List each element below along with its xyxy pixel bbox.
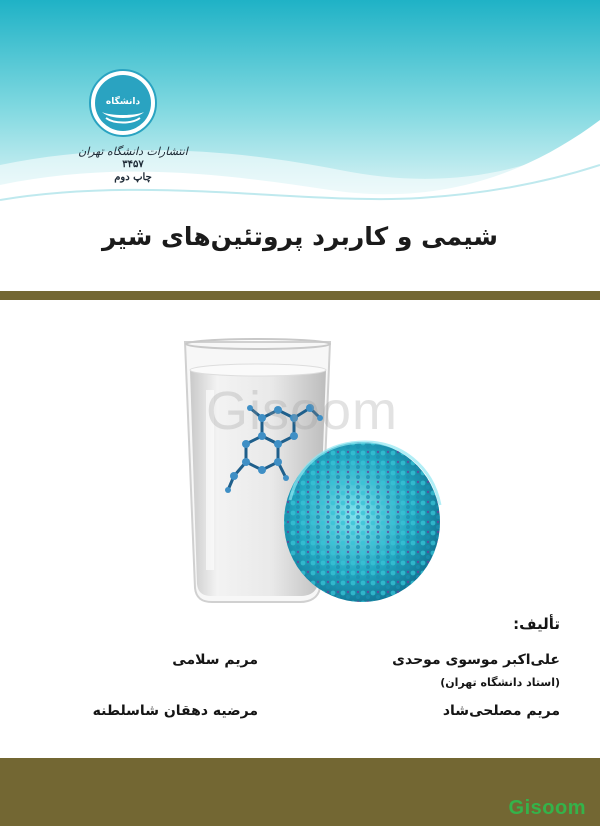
publisher-block xyxy=(78,145,188,184)
university-logo xyxy=(88,68,158,138)
author-4: مرضیه دهقان شاسلطنه xyxy=(92,703,258,719)
author-1: علی‌اکبر موسوی موحدی xyxy=(392,652,560,668)
book-title: شیمی و کاربرد پروتئین‌های شیر xyxy=(101,222,499,251)
protein-structure xyxy=(284,442,440,602)
edition-label: چاپ دوم xyxy=(114,172,152,183)
logo-text: دانشگاه xyxy=(105,97,141,107)
author-1-affiliation: (استاد دانشگاه تهران) xyxy=(440,676,560,689)
author-2: مریم سلامی xyxy=(172,652,258,668)
publisher-name: انتشارات دانشگاه تهران xyxy=(78,145,188,158)
publication-number: ۳۴۵۷ xyxy=(122,159,144,170)
authors-label: تألیف: xyxy=(513,615,560,633)
top-divider-band xyxy=(0,291,600,300)
author-3: مریم مصلحی‌شاد xyxy=(442,703,560,719)
watermark-text: Gisoom xyxy=(205,381,399,441)
milk-protein-illustration xyxy=(150,330,470,620)
brand-logo: Gisoom xyxy=(508,797,586,819)
